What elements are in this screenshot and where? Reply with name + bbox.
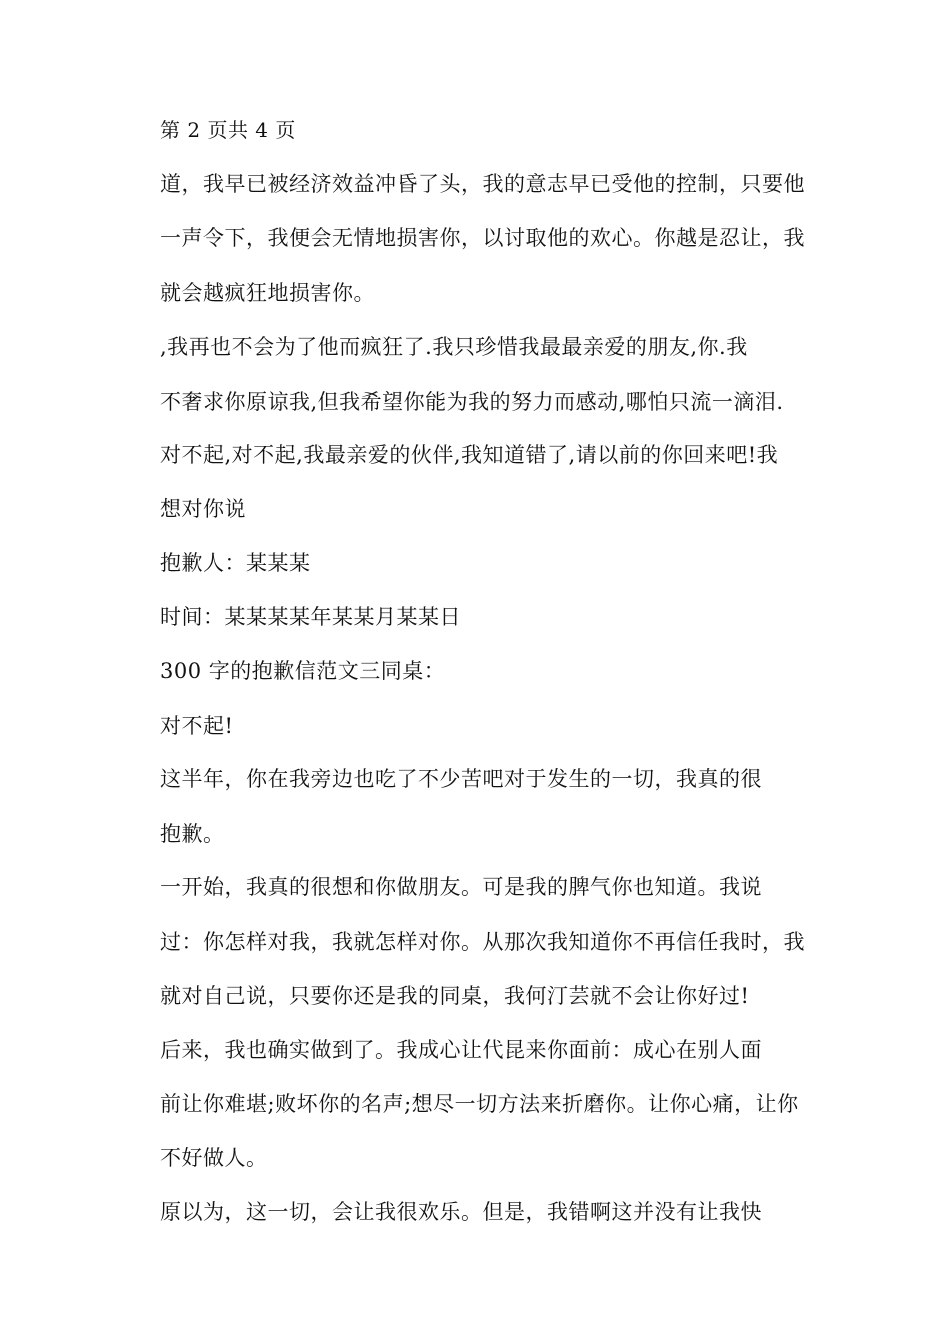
text-line: 想对你说 [160, 497, 246, 521]
text-line: 不好做人。 [160, 1146, 268, 1170]
text-line: 就对自己说，只要你还是我的同桌，我何汀芸就不会让你好过! [160, 984, 750, 1008]
text-line: 不奢求你原谅我,但我希望你能为我的努力而感动,哪怕只流一滴泪. [160, 390, 784, 414]
text-line: 原以为，这一切，会让我很欢乐。但是，我错啊这并没有让我快 [160, 1200, 762, 1224]
text-line: 前让你难堪;败坏你的名声;想尽一切方法来折磨你。让你心痛，让你 [160, 1092, 799, 1116]
date-line: 时间：某某某某年某某月某某日 [160, 605, 461, 629]
text-line: 过：你怎样对我，我就怎样对你。从那次我知道你不再信任我时，我 [160, 930, 805, 954]
text-line: 道，我早已被经济效益冲昏了头，我的意志早已受他的控制，只要他 [160, 172, 805, 196]
text-line: ,我再也不会为了他而疯狂了.我只珍惜我最最亲爱的朋友,你.我 [160, 335, 748, 359]
page-indicator: 第 2 页共 4 页 [160, 118, 296, 142]
text-line: 一声令下，我便会无情地损害你，以讨取他的欢心。你越是忍让，我 [160, 226, 805, 250]
text-line: 一开始，我真的很想和你做朋友。可是我的脾气你也知道。我说 [160, 875, 762, 899]
signature-line: 抱歉人：某某某 [160, 551, 311, 575]
text-line: 抱歉。 [160, 822, 225, 846]
section-heading: 300 字的抱歉信范文三同桌： [160, 659, 446, 683]
text-line: 就会越疯狂地损害你。 [160, 281, 375, 305]
text-line: 对不起,对不起,我最亲爱的伙伴,我知道错了,请以前的你回来吧!我 [160, 443, 779, 467]
text-line: 这半年，你在我旁边也吃了不少苦吧对于发生的一切，我真的很 [160, 767, 762, 791]
text-line: 对不起! [160, 714, 234, 738]
text-line: 后来，我也确实做到了。我成心让代昆来你面前：成心在别人面 [160, 1038, 762, 1062]
